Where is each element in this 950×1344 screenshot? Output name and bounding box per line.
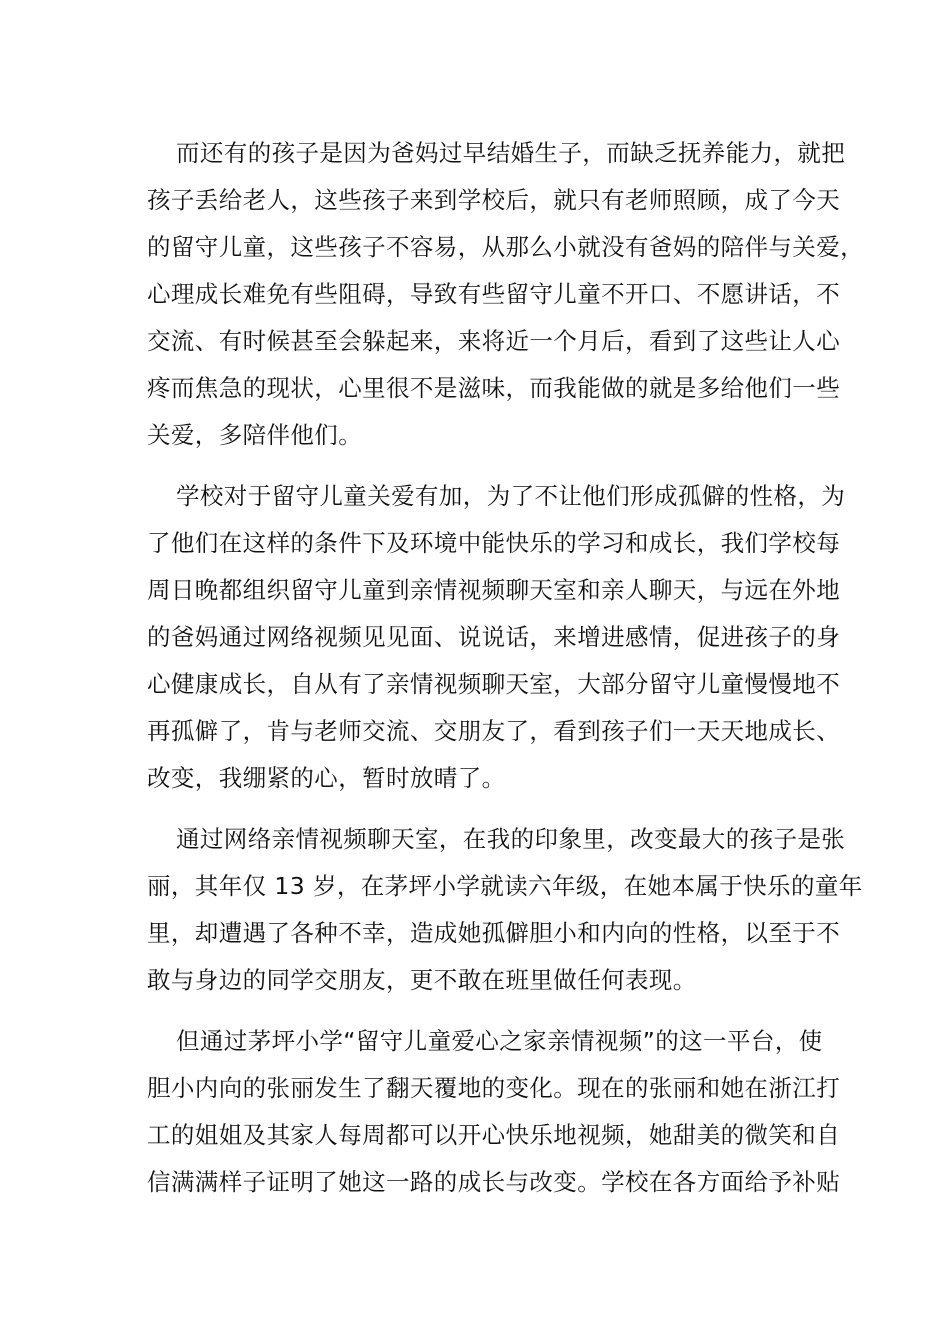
paragraph-2-line-3: 周日晚都组织留守儿童到亲情视频聊天室和亲人聊天，与远在外地 bbox=[147, 576, 841, 604]
paragraph-4-line-3: 工的姐姐及其家人每周都可以开心快乐地视频，她甜美的微笑和自 bbox=[147, 1121, 841, 1149]
paragraph-3-line-4: 敢与身边的同学交朋友，更不敢在班里做任何表现。 bbox=[147, 966, 697, 994]
paragraph-1-line-7: 关爱，多陪伴他们。 bbox=[147, 421, 363, 449]
paragraph-2-line-2: 了他们在这样的条件下及环境中能快乐的学习和成长，我们学校每 bbox=[147, 529, 841, 557]
paragraph-1-line-3: 的留守儿童，这些孩子不容易，从那么小就没有爸妈的陪伴与关爱， bbox=[147, 233, 864, 261]
paragraph-1-line-2: 孩子丢给老人，这些孩子来到学校后，就只有老师照顾，成了今天 bbox=[147, 186, 841, 214]
paragraph-2-line-7: 改变，我绷紧的心，暂时放晴了。 bbox=[147, 764, 506, 792]
paragraph-2-line-6: 再孤僻了，肯与老师交流、交朋友了，看到孩子们一天天地成长、 bbox=[147, 717, 841, 745]
paragraph-3-line-2: 丽，其年仅 13 岁，在茅坪小学就读六年级，在她本属于快乐的童年 bbox=[147, 872, 863, 900]
paragraph-2-line-4: 的爸妈通过网络视频见见面、说说话，来增进感情，促进孩子的身 bbox=[147, 623, 841, 651]
paragraph-2-line-1: 学校对于留守儿童关爱有加，为了不让他们形成孤僻的性格，为 bbox=[176, 482, 846, 510]
paragraph-3-line-1: 通过网络亲情视频聊天室，在我的印象里，改变最大的孩子是张 bbox=[176, 825, 846, 853]
paragraph-1-line-4: 心理成长难免有些阻碍，导致有些留守儿童不开口、不愿讲话，不 bbox=[147, 280, 841, 308]
paragraph-4-line-2: 胆小内向的张丽发生了翻天覆地的变化。现在的张丽和她在浙江打 bbox=[147, 1074, 841, 1102]
paragraph-1-line-1: 而还有的孩子是因为爸妈过早结婚生子，而缺乏抚养能力，就把 bbox=[176, 139, 846, 167]
paragraph-4-line-4: 信满满样子证明了她这一路的成长与改变。学校在各方面给予补贴 bbox=[147, 1168, 841, 1196]
paragraph-3-line-3: 里，却遭遇了各种不幸，造成她孤僻胆小和内向的性格，以至于不 bbox=[147, 919, 841, 947]
paragraph-2-line-5: 心健康成长，自从有了亲情视频聊天室，大部分留守儿童慢慢地不 bbox=[147, 670, 841, 698]
paragraph-1-line-5: 交流、有时候甚至会躲起来，来将近一个月后，看到了这些让人心 bbox=[147, 327, 841, 355]
paragraph-1-line-6: 疼而焦急的现状，心里很不是滋味，而我能做的就是多给他们一些 bbox=[147, 374, 841, 402]
paragraph-4-line-1: 但通过茅坪小学“留守儿童爱心之家亲情视频”的这一平台，使 bbox=[176, 1027, 823, 1055]
